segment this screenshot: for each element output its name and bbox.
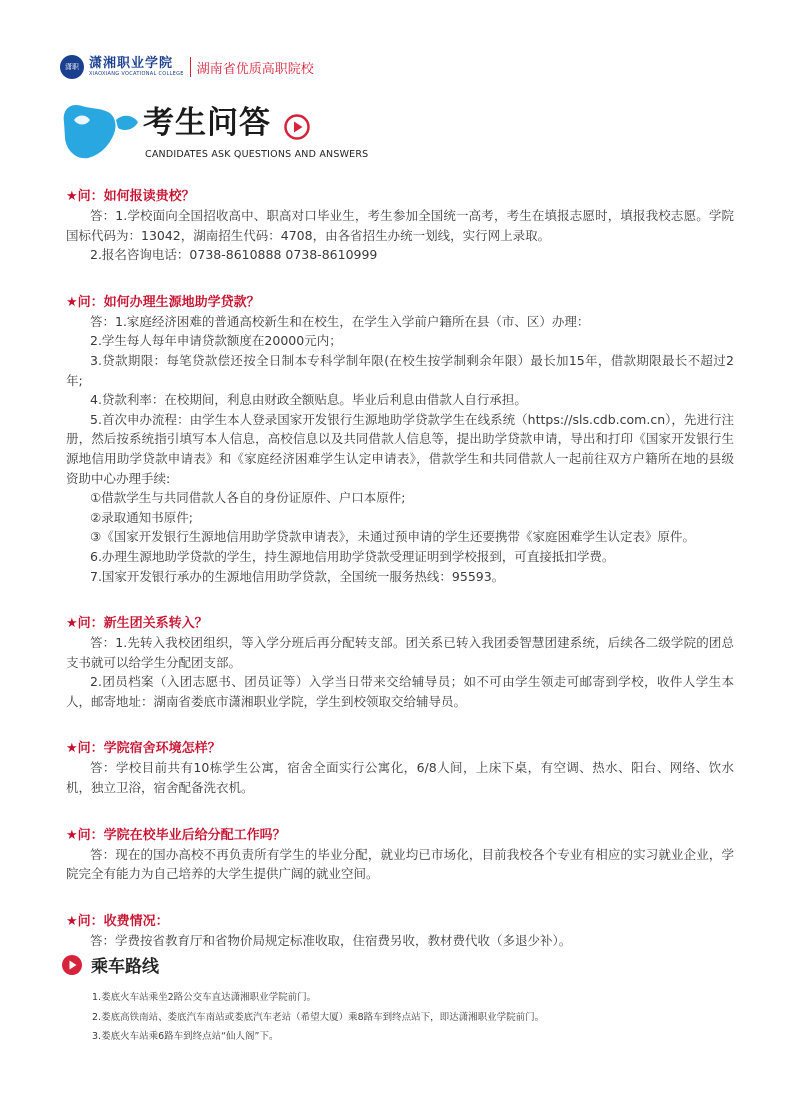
answer [66, 931, 734, 951]
answer-paragraph: 答：1.学校面向全国招收高中、职高对口毕业生，考生参加全国统一高考，考生在填报志愿时，填报我校志愿。学院国标代码为：13042，湖南招生代码：4708，由各省招生办统一划线，实行网上录取。 [66, 208, 734, 243]
route-heading [62, 952, 159, 977]
answer-paragraph: 答：学费按省教育厅和省物价局规定标准收取，住宿费另收，教材费代收（多退少补）。 [90, 932, 572, 948]
answer [66, 633, 734, 711]
logo-badge: 潇职 [65, 63, 79, 71]
header-divider [190, 57, 191, 77]
answer-paragraph: 4.贷款利率：在校期间，利息由财政全额贴息。毕业后利息由借款人自行承担。 [90, 392, 527, 408]
qa-section [66, 187, 734, 950]
answer [66, 758, 734, 797]
header [60, 54, 314, 80]
play-circle-icon [62, 955, 82, 975]
answer-paragraph: 2.报名咨询电话：0738-8610888 0738-8610999 [90, 247, 378, 263]
question: ★问：学院宿舍环境怎样？ [66, 741, 221, 757]
college-logo-icon [60, 55, 84, 79]
answer-paragraph: 3.贷款期限：每笔贷款偿还按全日制本专科学制年限(在校生按学制剩余年限）最长加15年，借款期限最长不超过2年; [66, 352, 734, 388]
banner-title: 考生问答 [143, 105, 271, 141]
logo-text [89, 57, 184, 77]
route-list [92, 988, 732, 1047]
answer-paragraph: 答：1.家庭经济困难的普通高校新生和在校生，在学生入学前户籍所在县（市、区）办理： [90, 313, 590, 329]
answer-paragraph: 答：1.先转入我校团组织，等入学分班后再分配转支部。团关系已转入我团委智慧团建系统，后续各二级学院的团总支书就可以给学生分配团支部。 [66, 635, 734, 670]
answer-paragraph: 答：学校目前共有10栋学生公寓，宿舍全面实行公寓化，6/8人间，上床下桌，有空调、热水、阳台、网络、饮水机，独立卫浴，宿舍配备洗衣机。 [66, 760, 734, 796]
route-item: 3.娄底火车站乘6路车到终点站“仙人阁”下。 [92, 1031, 279, 1042]
banner [60, 100, 400, 162]
college-name: 潇湘职业学院 [89, 56, 174, 71]
banner-subtitle: CANDIDATES ASK QUESTIONS AND ANSWERS [145, 149, 369, 160]
route-item: 1.娄底火车站乘坐2路公交车直达潇湘职业学院前门。 [92, 992, 317, 1003]
answer-paragraph: 答：现在的国办高校不再负责所有学生的毕业分配，就业均已市场化，目前我校各个专业有相应的实习就业企业，学院完全有能力为自己培养的大学生提供广阔的就业空间。 [66, 846, 734, 882]
question: ★问：新生团关系转入？ [66, 616, 208, 632]
answer-paragraph: 5.首次申办流程：由学生本人登录国家开发银行生源地助学贷款学生在线系统（https://sls.cdb.com.cn），先进行注册，然后按系统指引填写本人信息，高校信息以及共同借款人信息等，提出助学贷款申请，导出和打印《国家开发银行生源地信用助学贷款申请表》和《家庭经济困难学生认定申请表》，借款学生和共同借款人一起前往双方户籍所在地的县级资助中心办理手续: [66, 411, 734, 486]
question: ★问：收费情况： [66, 913, 169, 929]
question: ★问：学院在校毕业后给分配工作吗？ [66, 827, 286, 843]
answer [66, 312, 734, 586]
answer-paragraph: ②录取通知书原件; [90, 509, 193, 525]
play-icon [284, 114, 310, 140]
answer-paragraph: 7.国家开发银行承办的生源地信用助学贷款，全国统一服务热线：95593。 [90, 568, 505, 584]
college-name-en: XIAOXIANG VOCATIONAL COLLEGE [89, 71, 184, 77]
answer [66, 845, 734, 884]
answer [66, 206, 734, 265]
question: ★问：如何报读贵校？ [66, 189, 195, 204]
question: ★问：如何办理生源地助学贷款？ [66, 294, 260, 310]
answer-paragraph: 6.办理生源地助学贷款的学生，持生源地信用助学贷款受理证明到学校报到，可直接抵扣学费。 [90, 548, 615, 564]
answer-paragraph: ①借款学生与共同借款人各自的身份证原件、户口本原件; [90, 490, 406, 506]
route-item: 2.娄底高铁南站、娄底汽车南站或娄底汽车老站（希望大厦）乘8路车到终点站下，即达潇湘职业学院前门。 [92, 1011, 545, 1023]
blue-blob-icon [60, 100, 142, 162]
route-title: 乘车路线 [91, 957, 159, 977]
answer-paragraph: 2.团员档案（入团志愿书、团员证等）入学当日带来交给辅导员；如不可由学生领走可邮寄到学校，收件人学生本人，邮寄地址：湖南省娄底市潇湘职业学院，学生到校领取交给辅导员。 [66, 674, 734, 709]
header-tagline: 湖南省优质高职院校 [196, 61, 314, 77]
answer-paragraph: ③《国家开发银行生源地信用助学贷款申请表》，未通过预申请的学生还要携带《家庭困难学生认定表》原件。 [90, 529, 695, 545]
answer-paragraph: 2.学生每人每年申请贷款额度在20000元内； [90, 333, 342, 349]
